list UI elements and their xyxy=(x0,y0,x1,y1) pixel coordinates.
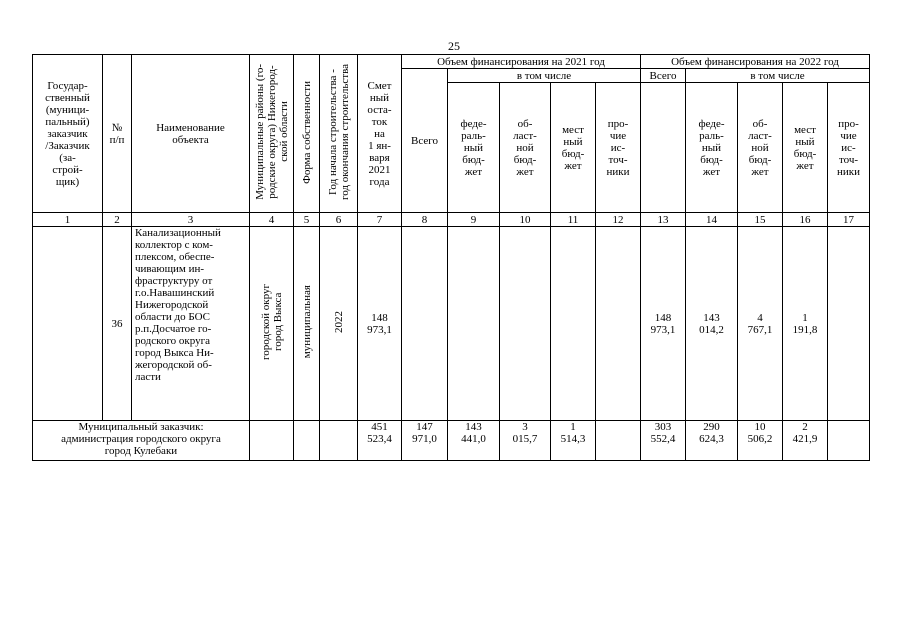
column-number: 7 xyxy=(358,213,402,227)
row-regional-2021 xyxy=(500,227,551,421)
header-including-2022: в том числе xyxy=(686,69,870,83)
summary-other-2021 xyxy=(596,421,641,461)
summary-label: Муниципальный заказчик: администрация городского округа город Кулебаки xyxy=(33,421,250,461)
summary-row xyxy=(33,421,870,461)
summary-federal-2021: 143 441,0 xyxy=(448,421,500,461)
row-regional-2022: 4 767,1 xyxy=(738,227,783,421)
row-other-2021 xyxy=(596,227,641,421)
row-federal-2022: 143 014,2 xyxy=(686,227,738,421)
header-federal-2022: феде- раль- ный бюд- жет xyxy=(686,83,738,213)
row-number: 36 xyxy=(103,227,132,421)
summary-years-blank xyxy=(320,421,358,461)
column-number: 6 xyxy=(320,213,358,227)
row-customer-blank xyxy=(33,227,103,421)
column-number: 4 xyxy=(250,213,294,227)
header-years-cell xyxy=(320,55,358,213)
row-other-2022 xyxy=(828,227,870,421)
column-number: 10 xyxy=(500,213,551,227)
header-total-2022: Всего xyxy=(641,69,686,83)
summary-federal-2022: 290 624,3 xyxy=(686,421,738,461)
column-numbers-row xyxy=(33,213,870,227)
header-other-2021: про- чие ис- точ- ники xyxy=(596,83,641,213)
column-number: 13 xyxy=(641,213,686,227)
column-number: 1 xyxy=(33,213,103,227)
header-federal-2021: феде- раль- ный бюд- жет xyxy=(448,83,500,213)
summary-ownership-blank xyxy=(294,421,320,461)
header-other-2022: про- чие ис- точ- ники xyxy=(828,83,870,213)
column-number: 15 xyxy=(738,213,783,227)
header-customer: Государ- ственный (муници- пальный) заказчик /Заказчик (за- строй- щик) xyxy=(33,55,103,213)
row-ownership: муниципальная xyxy=(300,285,313,359)
column-number: 9 xyxy=(448,213,500,227)
row-object-name: Канализационный коллектор с ком- плексом, обеспе- чивающим ин- фраструктуру от г.о.Навашинский Нижегородской области до БОС р.п.Досчатое го- родского округа город Выкса Ни- жегородской об- ласти xyxy=(132,227,250,421)
header-ownership: Форма собственности xyxy=(300,80,313,184)
page-number: 25 xyxy=(448,39,460,53)
summary-estimate: 451 523,4 xyxy=(358,421,402,461)
summary-other-2022 xyxy=(828,421,870,461)
column-number: 5 xyxy=(294,213,320,227)
column-number: 12 xyxy=(596,213,641,227)
column-number: 2 xyxy=(103,213,132,227)
row-years-cell xyxy=(320,227,358,421)
header-district: Муниципальные районы (го- родские округа) Нижегород- ской области xyxy=(253,64,290,200)
header-regional-2022: об- ласт- ной бюд- жет xyxy=(738,83,783,213)
column-number: 11 xyxy=(551,213,596,227)
summary-local-2021: 1 514,3 xyxy=(551,421,596,461)
header-ownership-cell xyxy=(294,55,320,213)
header-total-2022-blank xyxy=(641,83,686,213)
financing-table xyxy=(32,54,870,461)
summary-regional-2021: 3 015,7 xyxy=(500,421,551,461)
header-estimate: Смет ный оста- ток на 1 ян- варя 2021 года xyxy=(358,55,402,213)
row-district-cell xyxy=(250,227,294,421)
header-district-cell xyxy=(250,55,294,213)
header-local-2022: мест ный бюд- жет xyxy=(783,83,828,213)
header-fin-2022: Объем финансирования на 2022 год xyxy=(641,55,870,69)
summary-total-2021: 147 971,0 xyxy=(402,421,448,461)
row-local-2021 xyxy=(551,227,596,421)
summary-local-2022: 2 421,9 xyxy=(783,421,828,461)
row-district: городской округ город Выкса xyxy=(259,283,284,361)
header-years: Год начала строительства - год окончания строительства xyxy=(326,64,351,200)
table-row xyxy=(33,227,870,421)
row-estimate: 148 973,1 xyxy=(358,227,402,421)
column-number: 8 xyxy=(402,213,448,227)
summary-district-blank xyxy=(250,421,294,461)
column-number: 3 xyxy=(132,213,250,227)
header-including-2021: в том числе xyxy=(448,69,641,83)
summary-total-2022: 303 552,4 xyxy=(641,421,686,461)
header-fin-2021: Объем финансирования на 2021 год xyxy=(402,55,641,69)
summary-regional-2022: 10 506,2 xyxy=(738,421,783,461)
header-regional-2021: об- ласт- ной бюд- жет xyxy=(500,83,551,213)
header-local-2021: мест ный бюд- жет xyxy=(551,83,596,213)
header-number: № п/п xyxy=(103,55,132,213)
column-number: 17 xyxy=(828,213,870,227)
row-federal-2021 xyxy=(448,227,500,421)
row-total-2021 xyxy=(402,227,448,421)
header-total-2021: Всего xyxy=(402,69,448,213)
column-number: 14 xyxy=(686,213,738,227)
header-object-name: Наименование объекта xyxy=(132,55,250,213)
row-local-2022: 1 191,8 xyxy=(783,227,828,421)
row-ownership-cell xyxy=(294,227,320,421)
row-years: 2022 xyxy=(332,311,345,333)
column-number: 16 xyxy=(783,213,828,227)
row-total-2022: 148 973,1 xyxy=(641,227,686,421)
